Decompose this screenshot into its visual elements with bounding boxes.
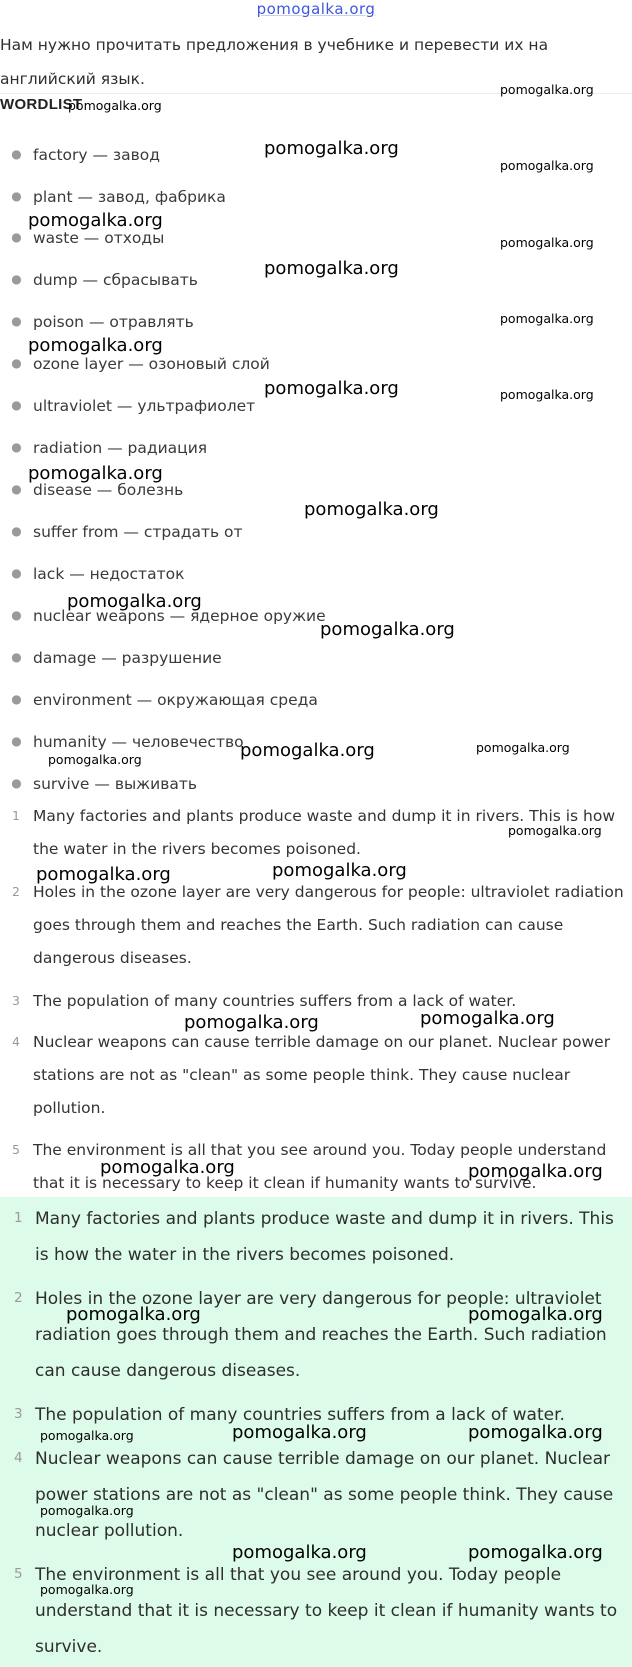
wordlist-item: ● survive — выживать: [0, 775, 197, 797]
wordlist-item: ● lack — недостаток: [0, 565, 184, 587]
watermark: pomogalka.org: [67, 591, 202, 612]
sentence-number: 3: [12, 993, 20, 1008]
watermark: pomogalka.org: [232, 1542, 367, 1563]
bullet-icon: ●: [11, 734, 22, 748]
wordlist-item: ● plant — завод, фабрика: [0, 188, 226, 210]
watermark: pomogalka.org: [184, 1012, 319, 1033]
sentence-text: The population of many countries suffers from a lack of water.: [33, 992, 517, 1010]
watermark: pomogalka.org: [264, 138, 399, 159]
bullet-icon: ●: [11, 356, 22, 370]
bullet-icon: ●: [11, 482, 22, 496]
bullet-icon: ●: [11, 314, 22, 328]
watermark: pomogalka.org: [500, 82, 594, 97]
wordlist-item: ● radiation — радиация: [0, 439, 207, 461]
watermark: pomogalka.org: [468, 1161, 603, 1182]
sentence-text: The population of many countries suffers from a lack of water.: [35, 1405, 565, 1425]
sentence-number: 5: [12, 1142, 20, 1157]
watermark: pomogalka.org: [500, 311, 594, 326]
watermark: pomogalka.org: [66, 1304, 201, 1325]
watermark: pomogalka.org: [500, 235, 594, 250]
watermark: pomogalka.org: [264, 258, 399, 279]
bullet-icon: ●: [11, 692, 22, 706]
task-description: Нам нужно прочитать предложения в учебнике и перевести их на английский язык.: [0, 36, 549, 88]
bullet-icon: ●: [11, 566, 22, 580]
watermark: pomogalka.org: [40, 1582, 134, 1597]
wordlist-item: ● nuclear weapons — ядерное оружие: [0, 607, 326, 629]
exercise-sentence: [0, 1026, 632, 1126]
sentence-text: The environment is all that you see around you. Today people understand that it is necessary to keep it clean if humanity wants to survive.: [35, 1565, 618, 1657]
watermark: pomogalka.org: [420, 1008, 555, 1029]
watermark: pomogalka.org: [40, 1428, 134, 1443]
watermark: pomogalka.org: [36, 864, 171, 885]
bullet-icon: ●: [11, 440, 22, 454]
watermark: pomogalka.org: [500, 387, 594, 402]
sentence-text: The environment is all that you see around you. Today people understand that it is necessary to keep it clean if humanity wants to survive.: [33, 1141, 607, 1192]
watermark: pomogalka.org: [40, 1503, 134, 1518]
watermark: pomogalka.org: [304, 499, 439, 520]
watermark: pomogalka.org: [28, 335, 163, 356]
wordlist-heading: WORDLIST: [0, 96, 83, 113]
watermark: pomogalka.org: [476, 740, 570, 755]
answer-sentence: [0, 1557, 632, 1665]
bullet-icon: ●: [11, 272, 22, 286]
watermark: pomogalka.org: [500, 158, 594, 173]
watermark: pomogalka.org: [100, 1157, 235, 1178]
watermark: pomogalka.org: [28, 210, 163, 231]
sentence-text: Holes in the ozone layer are very dangerous for people: ultraviolet radiation goes through them and reaches the Earth. Such radiation can cause dangerous diseases.: [35, 1289, 607, 1381]
watermark: pomogalka.org: [68, 98, 162, 113]
sentence-text: Holes in the ozone layer are very dangerous for people: ultraviolet radiation goes through them and reaches the Earth. Such radiation can cause dangerous diseases.: [33, 883, 624, 967]
sentence-text: Nuclear weapons can cause terrible damage on our planet. Nuclear power stations are not as "clean" as some people think. They cause nuclear pollution.: [35, 1449, 614, 1541]
wordlist-item: ● ozone layer — озоновый слой: [0, 355, 270, 377]
watermark: pomogalka.org: [232, 1422, 367, 1443]
wordlist-item: ● ultraviolet — ультрафиолет: [0, 397, 255, 419]
answer-sentence: [0, 1441, 632, 1549]
watermark: pomogalka.org: [28, 463, 163, 484]
sentence-number: 2: [14, 1290, 23, 1306]
exercise-sentence: [0, 876, 632, 976]
bullet-icon: ●: [11, 524, 22, 538]
watermark: pomogalka.org: [240, 740, 375, 761]
bullet-icon: ●: [11, 230, 22, 244]
wordlist-item: ● suffer from — страдать от: [0, 523, 243, 545]
wordlist-item: ● factory — завод: [0, 146, 160, 168]
wordlist-item: ● dump — сбрасывать: [0, 271, 198, 293]
bullet-icon: ●: [11, 650, 22, 664]
sentence-number: 2: [12, 884, 20, 899]
wordlist-item: ● humanity — человечество: [0, 733, 244, 755]
watermark: pomogalka.org: [508, 823, 602, 838]
watermark: pomogalka.org: [48, 752, 142, 767]
watermark: pomogalka.org: [468, 1422, 603, 1443]
watermark: pomogalka.org: [468, 1304, 603, 1325]
watermark: pomogalka.org: [272, 860, 407, 881]
wordlist-item: ● environment — окружающая среда: [0, 691, 318, 713]
watermark: pomogalka.org: [320, 619, 455, 640]
sentence-number: 4: [14, 1450, 23, 1466]
sentence-number: 1: [14, 1210, 23, 1226]
answer-sentence: [0, 1201, 632, 1273]
watermark: pomogalka.org: [468, 1542, 603, 1563]
sentence-number: 4: [12, 1034, 20, 1049]
bullet-icon: ●: [11, 147, 22, 161]
answer-sentence: [0, 1281, 632, 1389]
wordlist-item: ● disease — болезнь: [0, 481, 183, 503]
sentence-text: Nuclear weapons can cause terrible damage on our planet. Nuclear power stations are not as "clean" as some people think. They cause nuclear pollution.: [33, 1033, 611, 1117]
sentence-number: 5: [14, 1566, 23, 1582]
wordlist-item: ● poison — отравлять: [0, 313, 194, 335]
wordlist-item: ● waste — отходы: [0, 229, 164, 251]
bullet-icon: ●: [11, 398, 22, 412]
sentence-number: 1: [12, 808, 20, 823]
wordlist-item: ● damage — разрушение: [0, 649, 222, 671]
sentence-text: Many factories and plants produce waste and dump it in rivers. This is how the water in the rivers becomes poisoned.: [33, 807, 616, 858]
watermark: pomogalka.org: [264, 378, 399, 399]
site-logo[interactable]: pomogalka.org: [256, 0, 376, 18]
sentence-text: Many factories and plants produce waste and dump it in rivers. This is how the water in the rivers becomes poisoned.: [35, 1209, 614, 1265]
bullet-icon: ●: [11, 776, 22, 790]
bullet-icon: ●: [11, 608, 22, 622]
bullet-icon: ●: [11, 189, 22, 203]
sentence-number: 3: [14, 1406, 23, 1422]
